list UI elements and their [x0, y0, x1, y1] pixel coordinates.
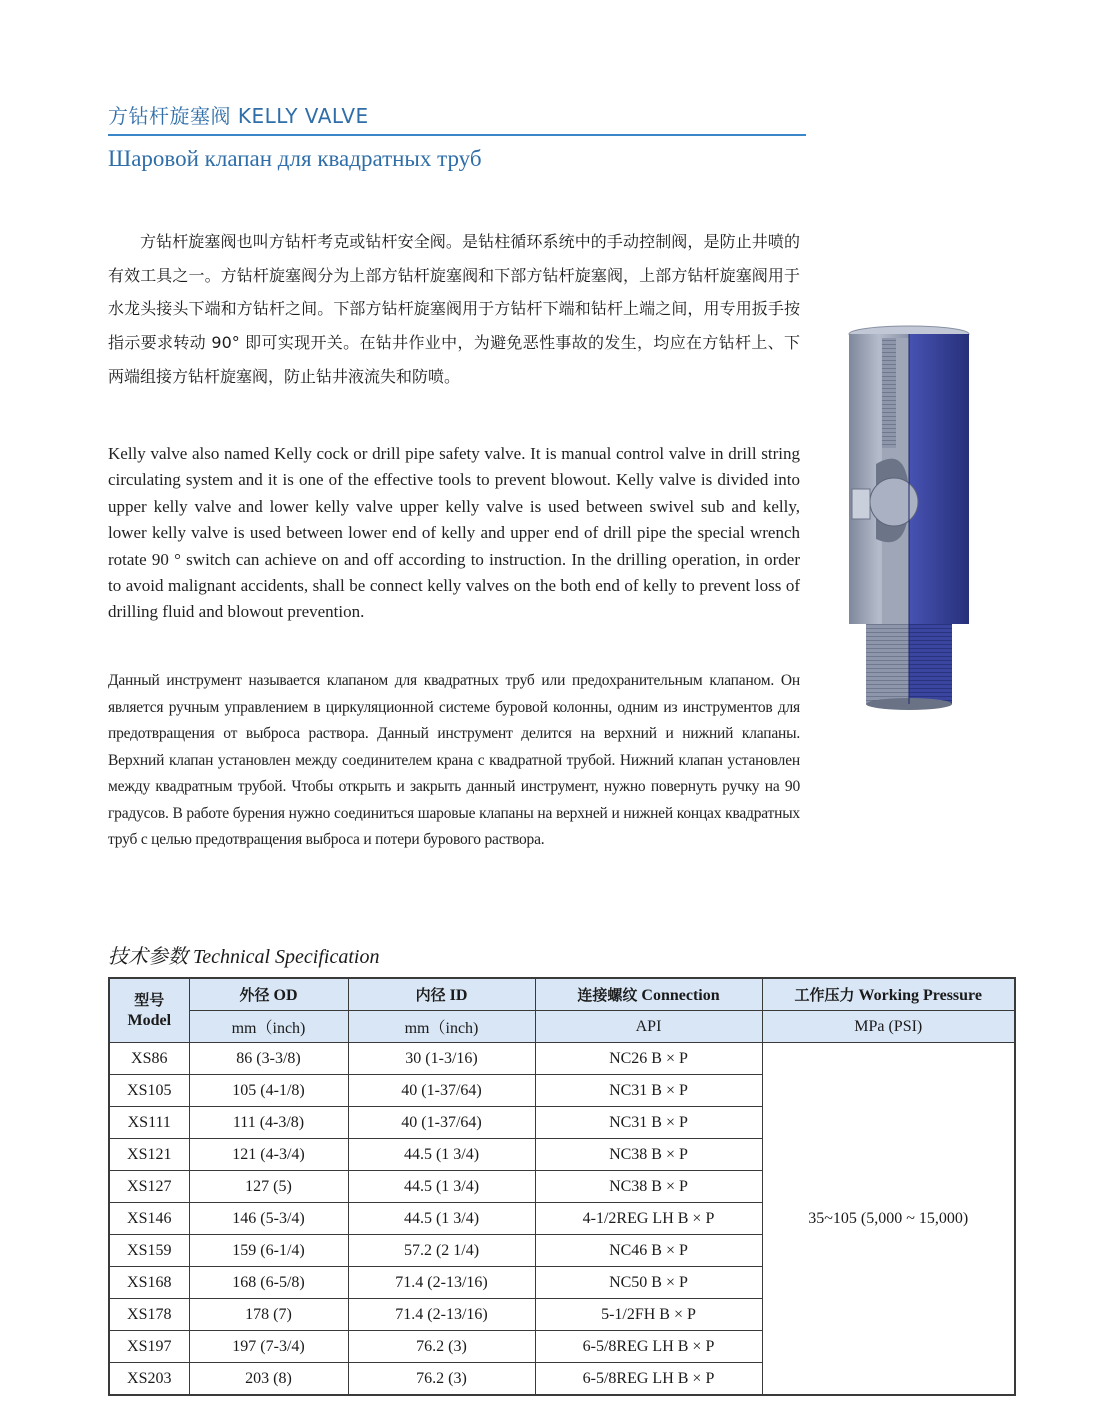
title-divider [108, 134, 806, 136]
header-wp-zh: 工作压力 [794, 986, 855, 1004]
cell-connection: 6-5/8REG LH B × P [535, 1331, 762, 1363]
cell-od: 86 (3-3/8) [189, 1043, 348, 1075]
cell-connection: NC31 B × P [535, 1107, 762, 1139]
header-wp-en: Working Pressure [858, 987, 982, 1004]
description-zh: 方钻杆旋塞阀也叫方钻杆考克或钻杆安全阀。是钻柱循环系统中的手动控制阀，是防止井喷的有效工具之一。方钻杆旋塞阀分为上部方钻杆旋塞阀和下部方钻杆旋塞阀，上部方钻杆旋塞阀用于水龙头接头下端和方钻杆之间。下部方钻杆旋塞阀用于方钻杆下端和钻杆上端之间，用专用扳手按指示要求转动 90° 即可实现开关。在钻井作业中，为避免恶性事故的发生，均应在方钻杆上、下两端组接方钻杆旋塞阀，防止钻井液流失和防喷。 [108, 232, 800, 386]
cell-connection: 5-1/2FH B × P [535, 1299, 762, 1331]
cell-connection: NC50 B × P [535, 1267, 762, 1299]
cell-od: 146 (5-3/4) [189, 1203, 348, 1235]
cell-id: 30 (1-3/16) [348, 1043, 535, 1075]
header-model-en: Model [127, 1012, 172, 1029]
header-model [109, 978, 189, 1043]
cell-working-pressure: 35~105 (5,000 ~ 15,000) [762, 1043, 1015, 1396]
unit-connection: API [535, 1011, 762, 1043]
cell-connection: 4-1/2REG LH B × P [535, 1203, 762, 1235]
cell-connection: NC38 B × P [535, 1139, 762, 1171]
kelly-valve-illustration [846, 324, 972, 718]
unit-id: mm（inch) [348, 1011, 535, 1043]
cell-id: 40 (1-37/64) [348, 1075, 535, 1107]
cell-od: 197 (7-3/4) [189, 1331, 348, 1363]
cell-id: 76.2 (3) [348, 1331, 535, 1363]
cell-od: 159 (6-1/4) [189, 1235, 348, 1267]
cell-model: XS127 [109, 1171, 189, 1203]
table-row [109, 1043, 1015, 1075]
cell-model: XS86 [109, 1043, 189, 1075]
header-id-zh: 内径 [415, 986, 446, 1004]
cell-model: XS111 [109, 1107, 189, 1139]
cell-connection: NC31 B × P [535, 1075, 762, 1107]
description-ru: Данный инструмент называется клапаном для квадратных труб или предохранительным клапаном. Он является ручным управлением в циркуляционной системе буровой колонны, одним из инструментов для предотвращения от выброса раствора. Данный инструмент делится на верхний и нижний клапаны. Верхний клапан установлен между соединителем крана с квадратной трубой. Нижний клапан установлен между квадратным трубой. Чтобы открыть и закрыть данный инструмент, нужно повернуть ручку на 90 градусов. В работе бурения нужно соединиться шаровые клапаны на верхней и нижней концах квадратных труб с целью предотвращения выброса и потери бурового раствора. [108, 672, 800, 848]
header-connection-en: Connection [641, 987, 720, 1004]
page-title: 方钻杆旋塞阀 KELLY VALVE [108, 104, 369, 128]
cell-id: 44.5 (1 3/4) [348, 1171, 535, 1203]
header-model-zh: 型号 [134, 991, 165, 1009]
cell-model: XS203 [109, 1363, 189, 1396]
cell-id: 44.5 (1 3/4) [348, 1139, 535, 1171]
description-en: Kelly valve also named Kelly cock or drill pipe safety valve. It is manual control valve in drill string circulating system and it is one of the effective tools to prevent blowout. Kelly valve is divided into upper kelly valve and lower kelly valve upper kelly valve is used between swivel sub and kelly, lower kelly valve is used between lower end of kelly and upper end of drill pipe the special wrench rotate 90 ° switch can achieve on and off according to instruction. In the drilling operation, in order to avoid malignant accidents, shall be connect kelly valves on the both end of kelly to prevent loss of drilling fluid and blowout prevention. [108, 444, 800, 622]
cell-od: 105 (4-1/8) [189, 1075, 348, 1107]
cell-connection: NC26 B × P [535, 1043, 762, 1075]
header-working-pressure [762, 978, 1015, 1011]
cell-od: 111 (4-3/8) [189, 1107, 348, 1139]
header-id [348, 978, 535, 1011]
cell-connection: 6-5/8REG LH B × P [535, 1363, 762, 1396]
cell-od: 168 (6-5/8) [189, 1267, 348, 1299]
header-od-zh: 外径 [239, 986, 270, 1004]
spec-table [108, 977, 1016, 1396]
cell-id: 40 (1-37/64) [348, 1107, 535, 1139]
cell-od: 178 (7) [189, 1299, 348, 1331]
unit-working-pressure: MPa (PSI) [762, 1011, 1015, 1043]
cell-id: 57.2 (2 1/4) [348, 1235, 535, 1267]
cell-id: 71.4 (2-13/16) [348, 1299, 535, 1331]
header-id-en: ID [449, 987, 468, 1004]
cell-model: XS159 [109, 1235, 189, 1267]
header-od-en: OD [273, 987, 298, 1004]
cell-connection: NC46 B × P [535, 1235, 762, 1267]
cell-model: XS197 [109, 1331, 189, 1363]
cell-model: XS168 [109, 1267, 189, 1299]
cell-id: 71.4 (2-13/16) [348, 1267, 535, 1299]
header-connection-zh: 连接螺纹 [577, 986, 638, 1004]
cell-model: XS178 [109, 1299, 189, 1331]
cell-od: 121 (4-3/4) [189, 1139, 348, 1171]
cell-od: 203 (8) [189, 1363, 348, 1396]
header-od [189, 978, 348, 1011]
cell-od: 127 (5) [189, 1171, 348, 1203]
spec-section-title: 技术参数 Technical Specification [108, 946, 380, 968]
cell-id: 44.5 (1 3/4) [348, 1203, 535, 1235]
header-connection [535, 978, 762, 1011]
cell-model: XS146 [109, 1203, 189, 1235]
unit-od: mm（inch) [189, 1011, 348, 1043]
cell-model: XS121 [109, 1139, 189, 1171]
cell-connection: NC38 B × P [535, 1171, 762, 1203]
cell-id: 76.2 (3) [348, 1363, 535, 1396]
page-subtitle-ru: Шаровой клапан для квадратных труб [108, 146, 482, 171]
cell-model: XS105 [109, 1075, 189, 1107]
